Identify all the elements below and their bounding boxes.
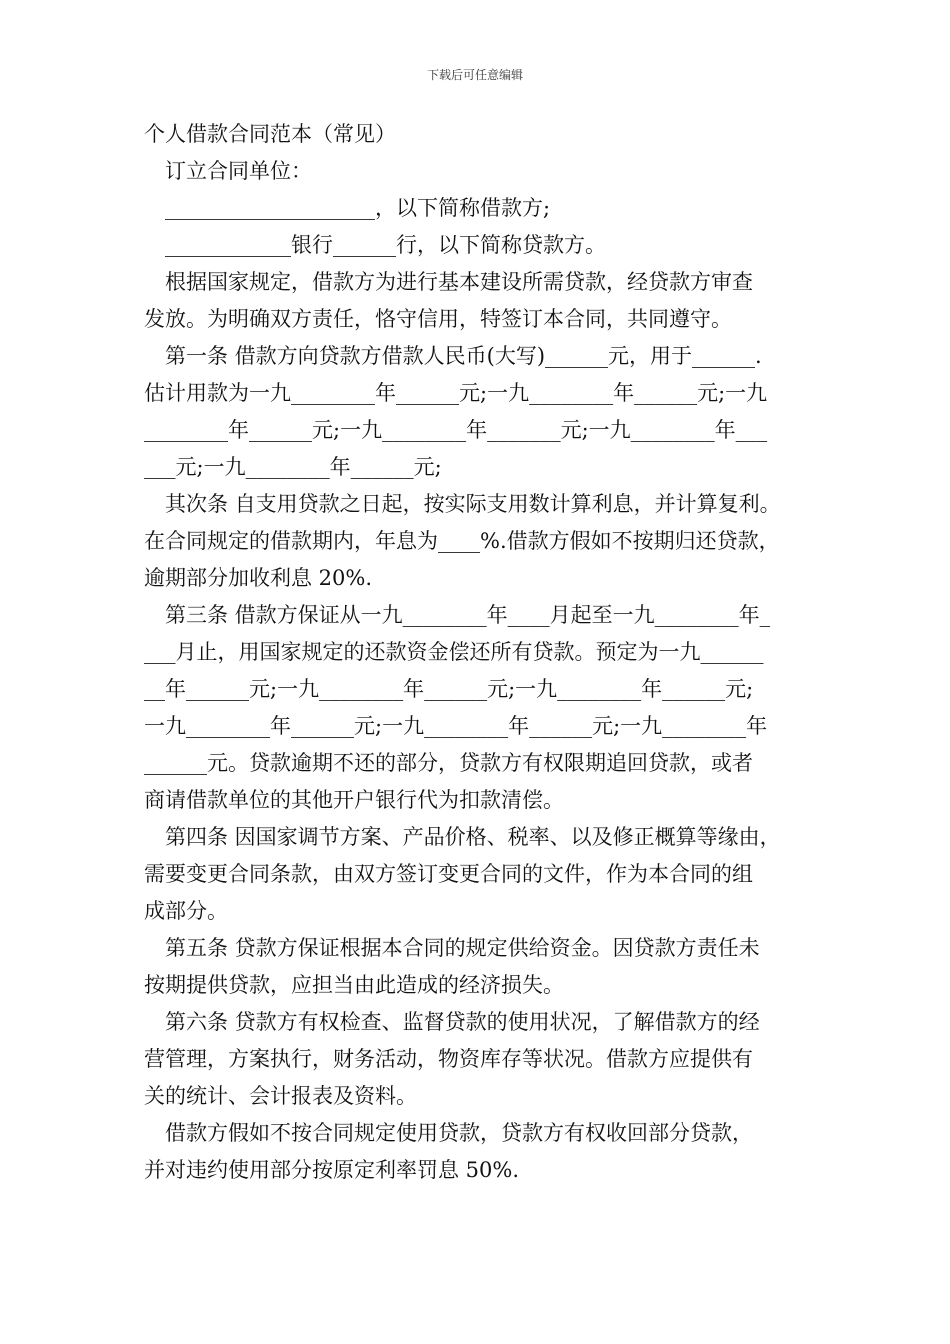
text-line: 其次条 自支用贷款之日起，按实际支用数计算利息，并计算复利。: [165, 492, 781, 516]
text-line: 借款方假如不按合同规定使用贷款，贷款方有权收回部分贷款，: [165, 1121, 753, 1145]
text-line: 订立合同单位：: [165, 159, 312, 183]
text-line: 成部分。: [144, 899, 228, 923]
text-line: ____________银行______行，以下简称贷款方。: [165, 233, 606, 257]
text-line: 第四条 因国家调节方案、产品价格、税率、以及修正概算等缘由，: [165, 825, 781, 849]
header-note: 下载后可任意编辑: [426, 68, 523, 82]
text-line: 第三条 借款方保证从一九________年____月起至一九________年_: [165, 603, 771, 627]
text-line: 发放。为明确双方责任，恪守信用，特签订本合同，共同遵守。: [144, 307, 732, 331]
text-line: 营管理，方案执行，财务活动，物资库存等状况。借款方应提供有: [144, 1047, 753, 1071]
document-title: 个人借款合同范本（常见）: [144, 122, 396, 146]
text-line: 在合同规定的借款期内，年息为____%.借款方假如不按期归还贷款，: [144, 529, 780, 553]
text-line: ___月止，用国家规定的还款资金偿还所有贷款。预定为一九______: [144, 640, 764, 664]
text-line: ________年______元;一九________年_______元;一九________年___: [144, 418, 768, 442]
text-line: 并对违约使用部分按原定利率罚息 50%.: [144, 1158, 520, 1182]
text-line: ____________________，以下简称借款方;: [165, 196, 551, 220]
text-line: 商请借款单位的其他开户银行代为扣款清偿。: [144, 788, 564, 812]
text-line: 逾期部分加收利息 20%.: [144, 566, 373, 590]
text-line: ______元。贷款逾期不还的部分，贷款方有权限期追回贷款，或者: [144, 751, 753, 775]
text-line: 第六条 贷款方有权检查、监督贷款的使用状况，了解借款方的经: [165, 1010, 760, 1034]
text-line: 一九________年______元;一九________年______元;一九________年: [144, 714, 768, 738]
text-line: 估计用款为一九________年______元;一九________年______元;一九: [144, 381, 768, 405]
document-body: [144, 116, 808, 1189]
text-line: 第一条 借款方向贷款方借款人民币(大写)______元，用于______.: [165, 344, 762, 368]
text-line: __年______元;一九________年______元;一九________年______元;: [144, 677, 754, 701]
text-line: 按期提供贷款，应担当由此造成的经济损失。: [144, 973, 564, 997]
text-line: 关的统计、会计报表及资料。: [144, 1084, 417, 1108]
text-line: 第五条 贷款方保证根据本合同的规定供给资金。因贷款方责任未: [165, 936, 760, 960]
text-line: 根据国家规定，借款方为进行基本建设所需贷款，经贷款方审查: [165, 270, 753, 294]
text-line: ___元;一九________年______元;: [144, 455, 442, 479]
text-line: 需要变更合同条款，由双方签订变更合同的文件，作为本合同的组: [144, 862, 753, 886]
